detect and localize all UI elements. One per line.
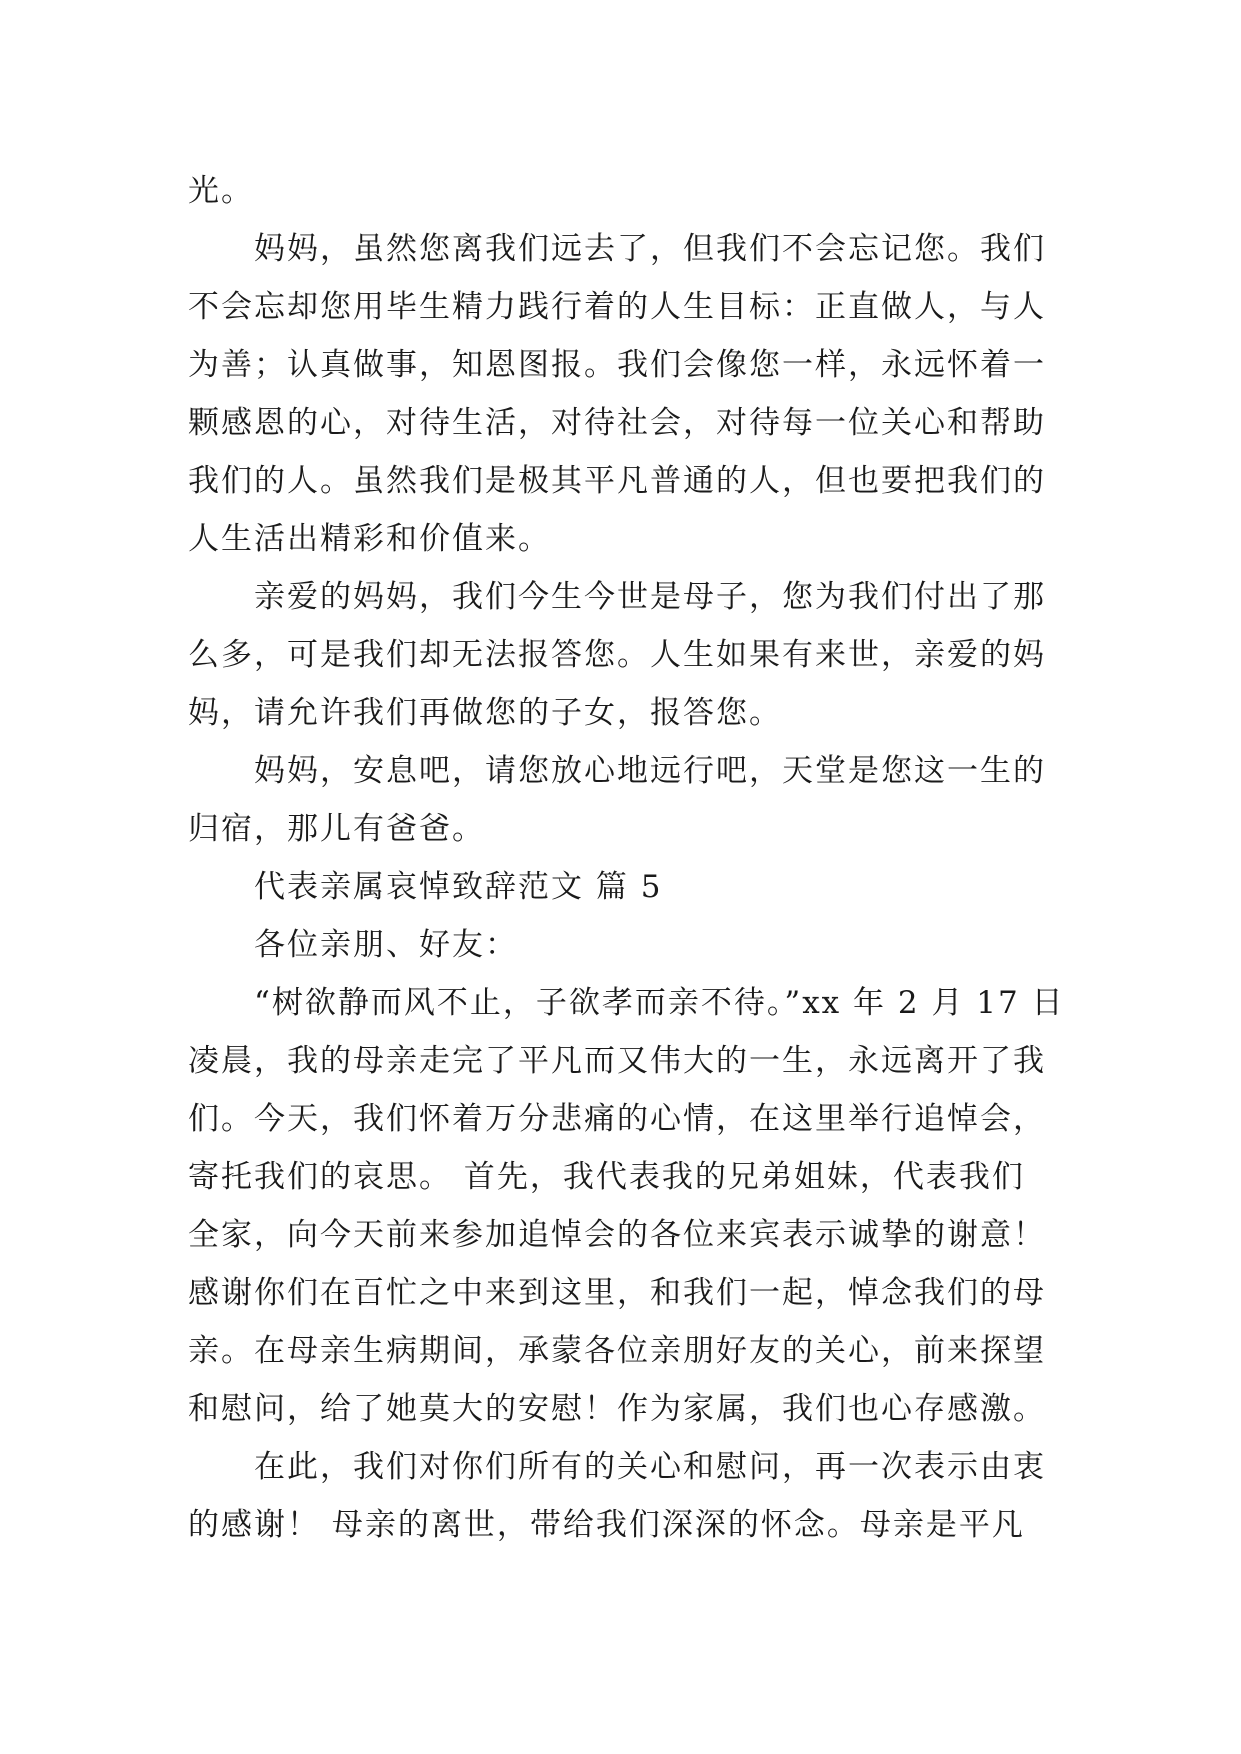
document-body <box>188 162 1065 1554</box>
text-line: 么多，可是我们却无法报答您。人生如果有来世，亲爱的妈 <box>188 637 1046 673</box>
text-line: 感谢你们在百忙之中来到这里，和我们一起，悼念我们的母 <box>188 1275 1046 1311</box>
text-line: 妈妈，虽然您离我们远去了，但我们不会忘记您。我们 <box>254 231 1046 267</box>
text-line: 和慰问，给了她莫大的安慰！作为家属，我们也心存感激。 <box>188 1391 1046 1427</box>
text-line: 代表亲属哀悼致辞范文 篇 5 <box>254 869 663 905</box>
text-line: 的感谢！ 母亲的离世，带给我们深深的怀念。母亲是平凡 <box>188 1507 1025 1543</box>
text-line: 为善；认真做事，知恩图报。我们会像您一样，永远怀着一 <box>188 347 1046 383</box>
text-line: 在此，我们对你们所有的关心和慰问，再一次表示由衷 <box>254 1449 1046 1485</box>
text-line: 亲。在母亲生病期间，承蒙各位亲朋好友的关心，前来探望 <box>188 1333 1046 1369</box>
text-line: 归宿，那儿有爸爸。 <box>188 811 485 847</box>
text-line: 凌晨，我的母亲走完了平凡而又伟大的一生，永远离开了我 <box>188 1043 1046 1079</box>
text-line: 我们的人。虽然我们是极其平凡普通的人，但也要把我们的 <box>188 463 1046 499</box>
text-line: 全家，向今天前来参加追悼会的各位来宾表示诚挚的谢意！ <box>188 1217 1046 1253</box>
text-line: 人生活出精彩和价值来。 <box>188 521 551 557</box>
text-line: 亲爱的妈妈，我们今生今世是母子，您为我们付出了那 <box>254 579 1046 615</box>
text-line: 不会忘却您用毕生精力践行着的人生目标：正直做人，与人 <box>188 289 1046 325</box>
text-line: 们。今天，我们怀着万分悲痛的心情，在这里举行追悼会， <box>188 1101 1046 1137</box>
text-line: 光。 <box>188 173 254 209</box>
text-line: 妈，请允许我们再做您的子女，报答您。 <box>188 695 782 731</box>
text-line: 寄托我们的哀思。 首先，我代表我的兄弟姐妹，代表我们 <box>188 1159 1025 1195</box>
text-line: “树欲静而风不止，子欲孝而亲不待。”xx 年 2 月 17 日 <box>254 985 1065 1021</box>
text-line: 各位亲朋、好友： <box>254 927 518 963</box>
text-line: 妈妈，安息吧，请您放心地远行吧，天堂是您这一生的 <box>254 753 1046 789</box>
text-line: 颗感恩的心，对待生活，对待社会，对待每一位关心和帮助 <box>188 405 1046 441</box>
